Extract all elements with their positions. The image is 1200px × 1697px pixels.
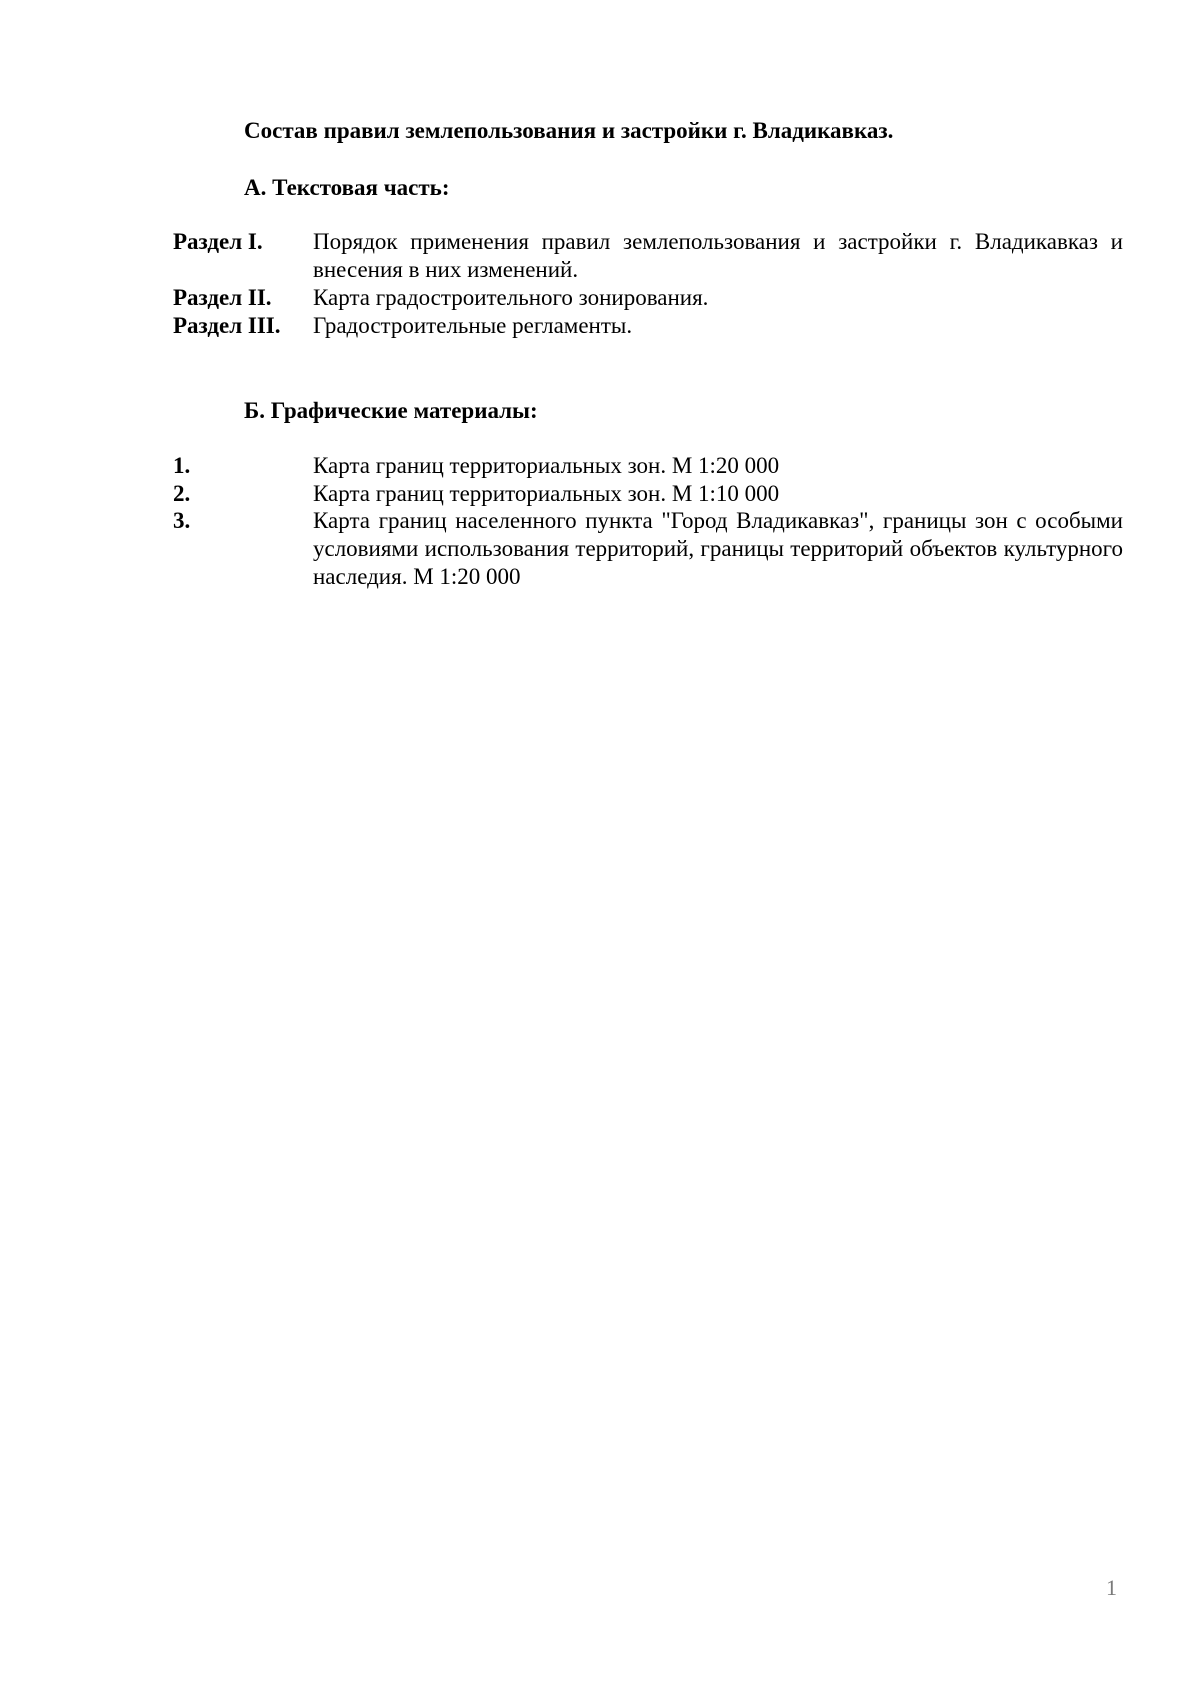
section-label: Раздел II. xyxy=(173,285,272,310)
section-entry xyxy=(173,284,1123,312)
material-text: Карта границ территориальных зон. М 1:20 000 xyxy=(313,453,780,478)
material-text: Карта границ территориальных зон. М 1:10 000 xyxy=(313,481,780,506)
text-part-heading: А. Текстовая часть: xyxy=(244,175,450,200)
material-item xyxy=(173,480,1123,508)
section-label: Раздел III. xyxy=(173,313,281,338)
section-text: Порядок применения правил землепользования и застройки г. Владикавказ и внесения в них изменений. xyxy=(313,229,1123,282)
page-number: 1 xyxy=(1106,1575,1117,1600)
material-number: 2. xyxy=(173,481,191,506)
material-number: 1. xyxy=(173,453,191,478)
section-text: Карта градостроительного зонирования. xyxy=(313,285,709,310)
section-entry xyxy=(173,228,1123,284)
section-entry xyxy=(173,312,1123,340)
material-number: 3. xyxy=(173,508,191,533)
document-title: Состав правил землепользования и застройки г. Владикавказ. xyxy=(244,118,894,143)
material-text: Карта границ населенного пункта "Город Владикавказ", границы зон с особыми условиями использования территорий, границы территорий объектов культурного наследия. М 1:20 000 xyxy=(313,508,1123,589)
material-item xyxy=(173,452,1123,480)
section-label: Раздел I. xyxy=(173,229,263,254)
material-item xyxy=(173,507,1123,591)
section-text: Градостроительные регламенты. xyxy=(313,313,633,338)
graphic-part-heading: Б. Графические материалы: xyxy=(244,398,538,423)
